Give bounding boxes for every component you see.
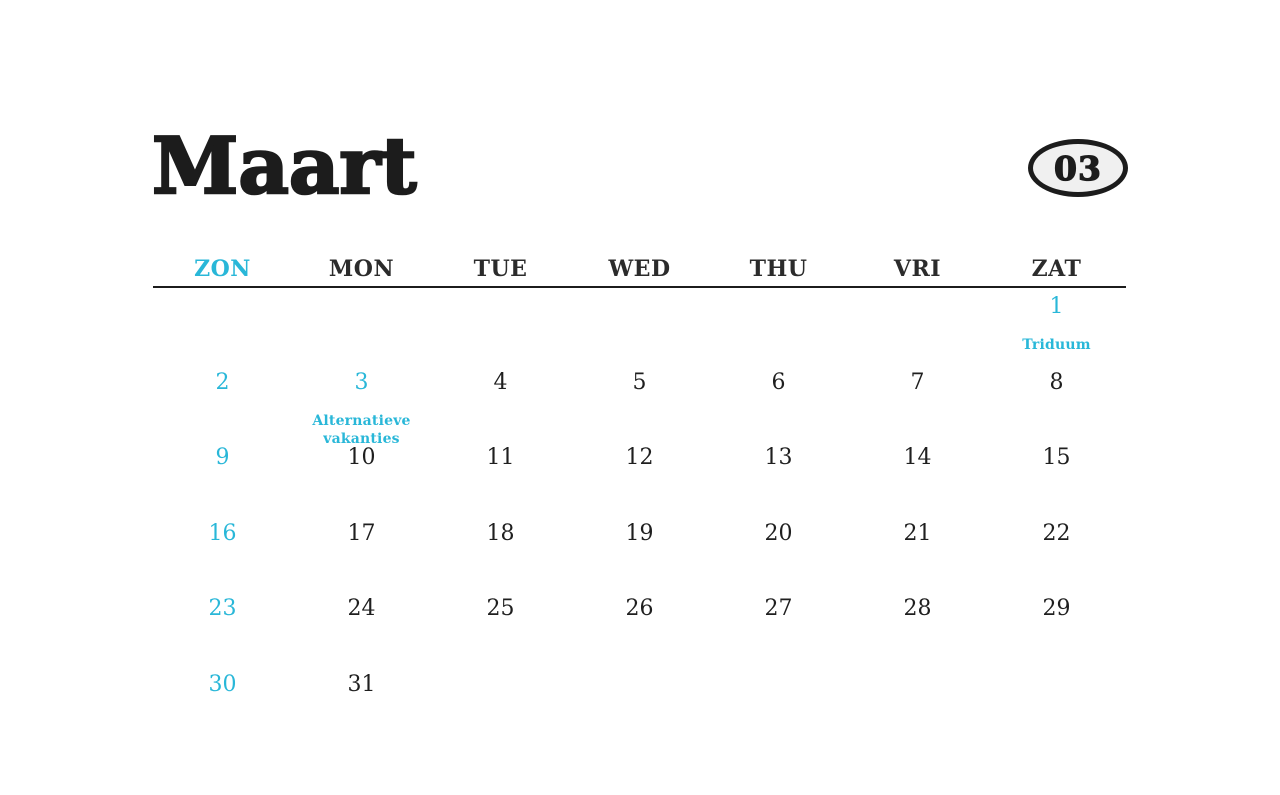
day-number: 1 xyxy=(1049,294,1064,319)
day-cell xyxy=(848,288,987,364)
day-cell[interactable] xyxy=(848,515,987,591)
calendar-grid xyxy=(153,288,1126,741)
day-number: 16 xyxy=(208,520,237,546)
day-cell[interactable] xyxy=(570,439,709,515)
day-number: 26 xyxy=(625,596,654,621)
day-number: 4 xyxy=(493,369,508,395)
day-header: MON xyxy=(328,256,395,282)
day-number: 8 xyxy=(1049,369,1064,395)
day-number: 24 xyxy=(347,596,376,621)
day-header: THU xyxy=(749,256,808,282)
day-number: 20 xyxy=(764,520,793,546)
day-cell[interactable] xyxy=(848,364,987,440)
day-cell[interactable] xyxy=(292,666,431,742)
day-cell xyxy=(848,666,987,742)
day-cell[interactable] xyxy=(987,364,1126,440)
day-cell[interactable] xyxy=(153,590,292,666)
day-cell[interactable] xyxy=(709,439,848,515)
day-cell xyxy=(709,666,848,742)
day-number: 18 xyxy=(486,520,515,546)
day-cell[interactable] xyxy=(292,590,431,666)
day-number: 23 xyxy=(208,596,237,621)
day-number: 12 xyxy=(625,445,654,470)
day-cell xyxy=(431,666,570,742)
day-headers-row xyxy=(153,256,1126,288)
day-number: 11 xyxy=(486,445,515,470)
day-header: ZAT xyxy=(1031,256,1082,282)
day-cell[interactable] xyxy=(709,364,848,440)
day-cell[interactable] xyxy=(987,590,1126,666)
day-header: WED xyxy=(608,256,671,282)
day-number: 5 xyxy=(632,369,647,395)
day-cell[interactable] xyxy=(570,364,709,440)
day-cell[interactable] xyxy=(431,439,570,515)
day-number: 28 xyxy=(903,596,932,621)
day-number: 10 xyxy=(347,445,376,470)
day-number: 6 xyxy=(771,369,786,395)
day-cell[interactable] xyxy=(987,439,1126,515)
day-cell xyxy=(570,666,709,742)
day-number: 25 xyxy=(486,596,515,621)
day-cell xyxy=(153,288,292,364)
day-cell xyxy=(709,288,848,364)
day-number: 9 xyxy=(215,445,230,470)
day-header: TUE xyxy=(473,256,528,282)
day-header: VRI xyxy=(893,256,942,282)
day-cell xyxy=(570,288,709,364)
day-number: 13 xyxy=(764,445,793,470)
day-number: 31 xyxy=(347,671,376,697)
day-cell[interactable] xyxy=(709,515,848,591)
day-cell xyxy=(987,666,1126,742)
month-number-badge xyxy=(1028,139,1128,197)
day-cell[interactable] xyxy=(848,590,987,666)
day-number: 2 xyxy=(215,369,230,395)
day-header: ZON xyxy=(194,256,251,282)
month-title: Maart xyxy=(152,121,417,212)
day-number: 15 xyxy=(1042,445,1071,470)
day-cell[interactable] xyxy=(848,439,987,515)
day-number: 22 xyxy=(1042,520,1071,546)
day-cell[interactable] xyxy=(987,288,1126,364)
day-cell[interactable] xyxy=(153,439,292,515)
day-event-label: Triduum xyxy=(1022,337,1091,353)
day-cell[interactable] xyxy=(709,590,848,666)
day-cell[interactable] xyxy=(431,590,570,666)
day-cell[interactable] xyxy=(570,590,709,666)
day-cell[interactable] xyxy=(153,666,292,742)
day-number: 27 xyxy=(764,596,793,621)
day-cell xyxy=(292,288,431,364)
day-event-label: Alternatieve vakanties xyxy=(312,412,411,447)
month-number: 03 xyxy=(1054,148,1102,188)
day-cell[interactable] xyxy=(153,515,292,591)
day-cell[interactable] xyxy=(987,515,1126,591)
day-cell xyxy=(431,288,570,364)
day-number: 14 xyxy=(903,445,932,470)
day-cell[interactable] xyxy=(431,515,570,591)
day-cell[interactable] xyxy=(292,439,431,515)
day-number: 29 xyxy=(1042,596,1071,621)
day-cell[interactable] xyxy=(292,364,431,447)
day-cell[interactable] xyxy=(570,515,709,591)
day-number: 19 xyxy=(625,520,654,546)
day-number: 3 xyxy=(354,369,369,395)
day-cell[interactable] xyxy=(153,364,292,440)
day-cell[interactable] xyxy=(431,364,570,440)
day-number: 17 xyxy=(347,520,376,546)
day-cell[interactable] xyxy=(292,515,431,591)
day-number: 30 xyxy=(208,671,237,697)
day-number: 21 xyxy=(903,520,932,546)
day-number: 7 xyxy=(910,369,925,395)
calendar xyxy=(153,256,1126,741)
